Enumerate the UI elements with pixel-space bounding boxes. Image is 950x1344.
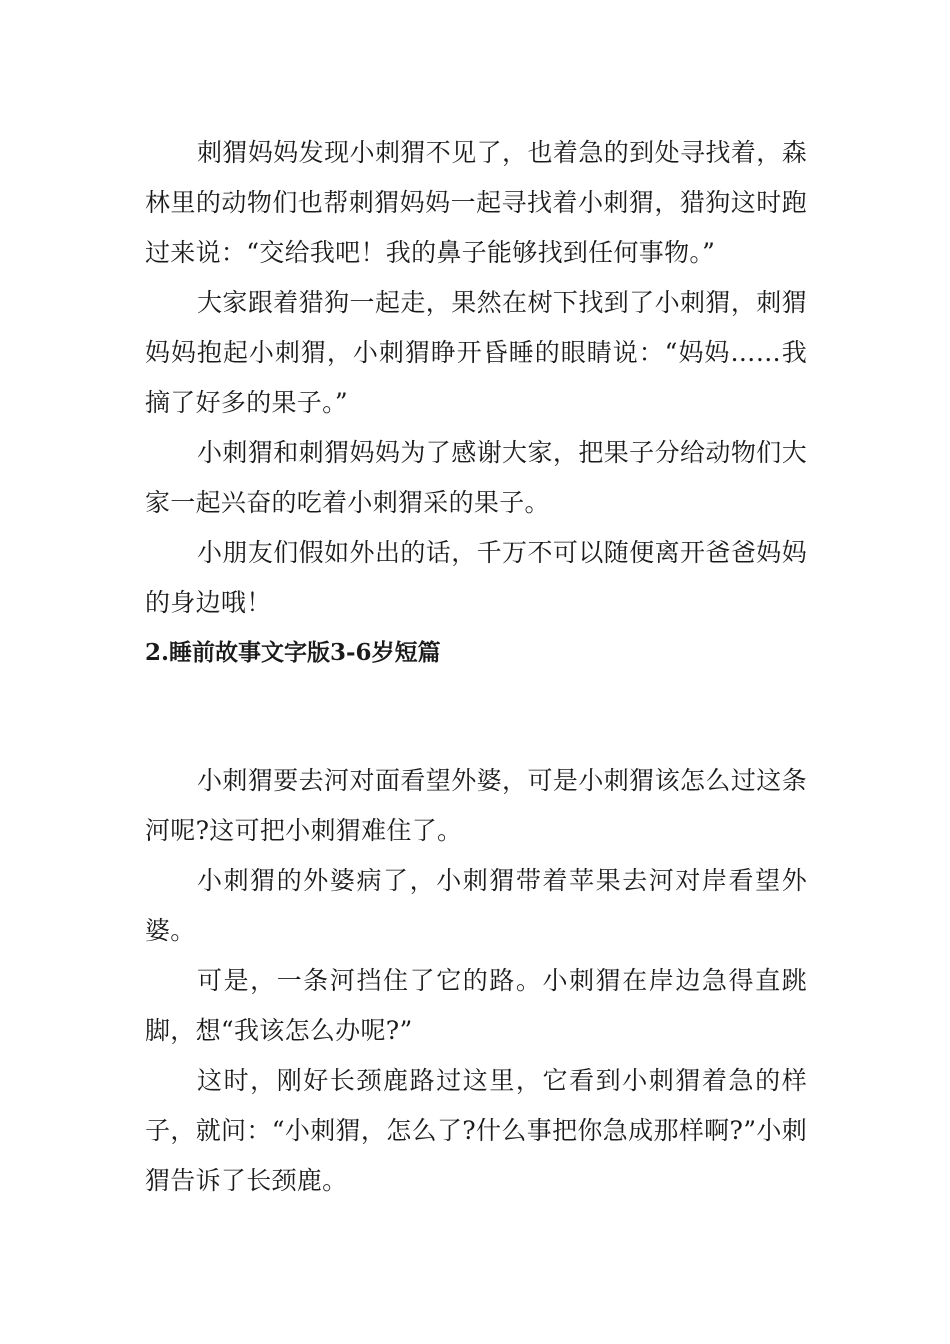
story1-paragraph-4: 小朋友们假如外出的话，千万不可以随便离开爸爸妈妈的身边哦！ <box>145 538 807 617</box>
document-page <box>145 128 807 1206</box>
story2-paragraph-3: 可是，一条河挡住了它的路。小刺猬在岸边急得直跳脚，想“我该怎么办呢?” <box>145 966 807 1045</box>
story1-paragraph-3: 小刺猬和刺猬妈妈为了感谢大家，把果子分给动物们大家一起兴奋的吃着小刺猬采的果子。 <box>145 438 807 517</box>
story1-paragraph-1: 刺猬妈妈发现小刺猬不见了，也着急的到处寻找着，森林里的动物们也帮刺猬妈妈一起寻找着小刺猬，猎狗这时跑过来说：“交给我吧！我的鼻子能够找到任何事物。” <box>145 138 807 267</box>
section-spacer <box>145 678 807 756</box>
story2-paragraph-1: 小刺猬要去河对面看望外婆，可是小刺猬该怎么过这条河呢?这可把小刺猬难住了。 <box>145 766 807 845</box>
story2-paragraph-2: 小刺猬的外婆病了，小刺猬带着苹果去河对岸看望外婆。 <box>145 866 807 945</box>
section-heading: 2.睡前故事文字版3-6岁短篇 <box>145 639 441 666</box>
story1-paragraph-2: 大家跟着猎狗一起走，果然在树下找到了小刺猬，刺猬妈妈抱起小刺猬，小刺猬睁开昏睡的眼睛说：“妈妈……我摘了好多的果子。” <box>145 288 807 417</box>
story2-paragraph-4: 这时，刚好长颈鹿路过这里，它看到小刺猬着急的样子，就问：“小刺猬，怎么了?什么事把你急成那样啊?”小刺猬告诉了长颈鹿。 <box>145 1066 807 1195</box>
